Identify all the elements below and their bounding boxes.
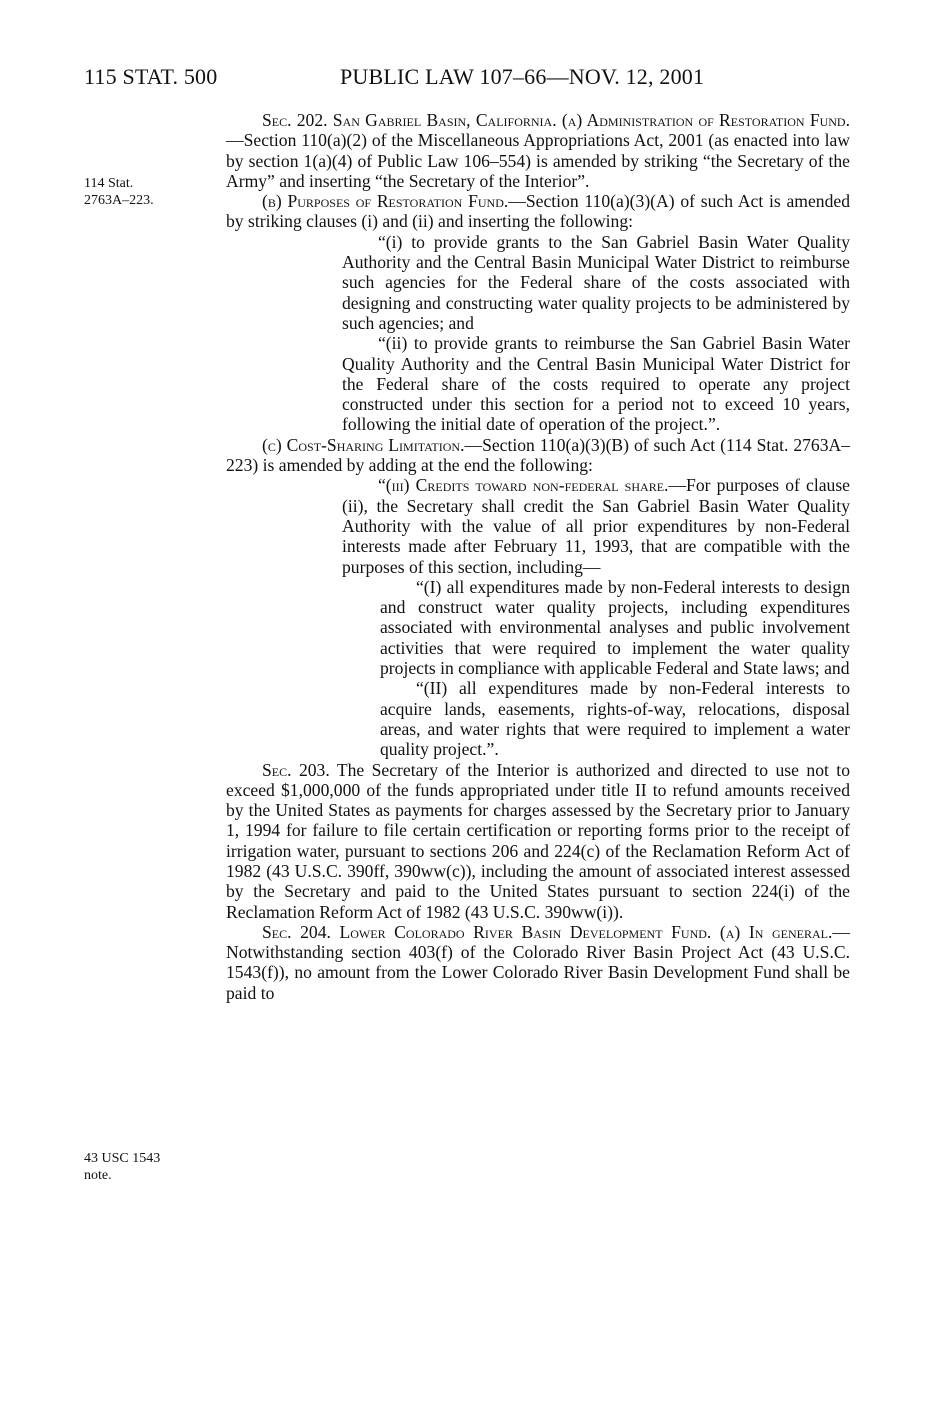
margin-note-line: 2763A–223. [84, 193, 154, 208]
clause-ii: “(ii) to provide grants to reimburse the San Gabriel Basin Water Quality Authority and the Central Basin Municipal Water District for the Federal share of the costs required to operate any project constructed under this section for a period not to exceed 10 years, following the initial date of operation of the project.”. [342, 333, 850, 435]
clause-heading: “(iii) Credits toward non-federal share. [378, 475, 669, 496]
page-title: PUBLIC LAW 107–66—NOV. 12, 2001 [340, 64, 705, 89]
clause-iii [342, 475, 850, 576]
margin-note-citation [84, 175, 154, 209]
margin-note-line: 114 Stat. [84, 176, 134, 191]
margin-note-citation [84, 1150, 160, 1184]
clause-i: “(i) to provide grants to the San Gabriel Basin Water Quality Authority and the Central Basin Municipal Water District to reimburse such agencies for the Federal share of the costs associated with designing and constructing water quality projects to be administered by such agencies; and [342, 231, 850, 333]
clause-text: —For purposes of clause (ii), the Secretary shall credit the San Gabriel Basin Water Quality Authority with the value of all prior expenditures by non-Federal interests made after February 11, 1993, that are compatible with the purposes of this section, including— [342, 475, 850, 577]
sec-202-c [226, 435, 850, 476]
sec-202-a [226, 110, 850, 191]
subclause-ii: “(II) all expenditures made by non-Federal interests to acquire lands, easements, rights-of-way, relocations, disposal areas, and water rights that were required to implement a water quality project.”. [380, 678, 850, 760]
margin-note-line: note. [84, 1168, 112, 1183]
sec-203 [226, 760, 850, 922]
margin-note-line: 43 USC 1543 [84, 1151, 161, 1166]
subsection-heading: (c) Cost-Sharing Limitation. [262, 434, 465, 455]
page-reference: 115 STAT. 500 [84, 64, 218, 89]
sec-202-b [226, 191, 850, 232]
section-heading: Sec. 204. Lower Colorado River Basin Development Fund. [262, 921, 712, 942]
subclause-i: “(I) all expenditures made by non-Federal interests to design and construct water quality projects, including expenditures associated with environmental analyses and public involvement activities that were required to implement the water quality projects in compliance with applicable Federal and State laws; and [380, 576, 850, 679]
section-heading: Sec. 203. [262, 759, 330, 780]
subsection-text: —Section 110(a)(3)(B) of such Act (114 Stat. 2763A–223) is amended by adding at the end the following: [226, 434, 851, 476]
subsection-heading: (a) In general. [711, 921, 833, 942]
document-body [226, 110, 850, 1003]
section-text: —Section 110(a)(2) of the Miscellaneous Appropriations Act, 2001 (as enacted into law by section 1(a)(4) of Public Law 106–554) is amended by striking “the Secretary of the Army” and inserting “the Secretary of the Interior”. [226, 130, 850, 191]
subsection-text: —Notwithstanding section 403(f) of the Colorado River Basin Project Act (43 U.S.C. 1543(f)), no amount from the Lower Colorado River Basin Development Fund shall be paid to [226, 921, 850, 1003]
section-text: The Secretary of the Interior is authorized and directed to use not to exceed $1,000,000 of the funds appropriated under title II to refund amounts received by the United States as payments for charges assessed by the Secretary prior to January 1, 1994 for failure to file certain certification or reporting forms prior to the receipt of irrigation water, pursuant to sections 206 and 224(c) of the Reclamation Reform Act of 1982 (43 U.S.C. 390ff, 390ww(c)), including the amount of associated interest assessed by the Secretary and paid to the United States pursuant to section 224(i) of the Reclamation Reform Act of 1982 (43 U.S.C. 390ww(i)). [226, 759, 850, 922]
subsection-heading: (b) Purposes of Restoration Fund. [262, 191, 509, 212]
sec-204 [226, 922, 850, 1003]
section-heading: Sec. 202. San Gabriel Basin, California. (a) Administration of Restoration Fund. [262, 110, 850, 130]
subsection-text: —Section 110(a)(3)(A) of such Act is amended by striking clauses (i) and (ii) and inserting the following: [226, 191, 850, 232]
